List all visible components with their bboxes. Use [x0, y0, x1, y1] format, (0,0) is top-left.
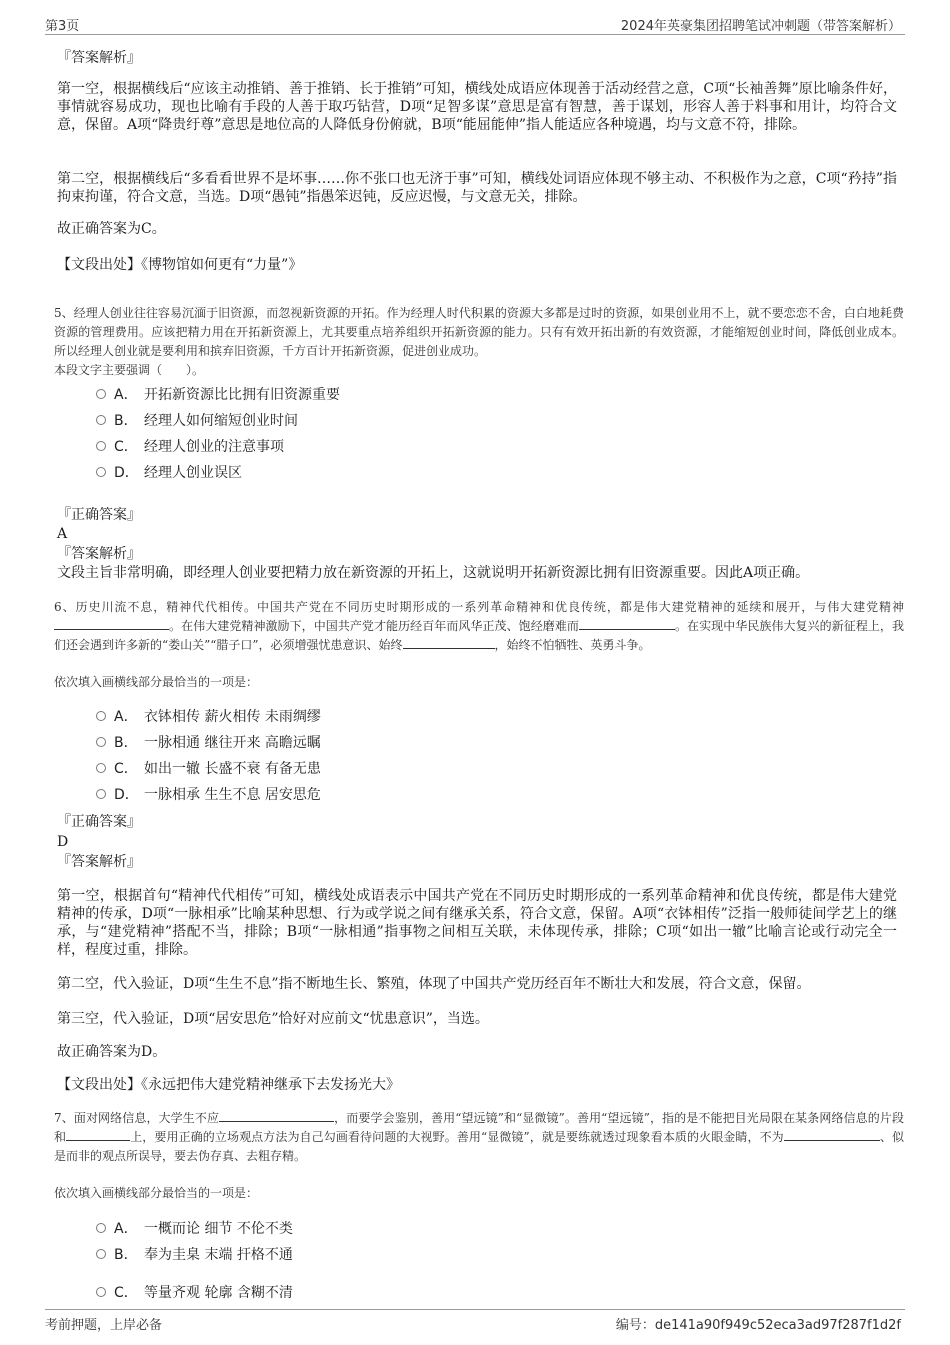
correct-answer: D	[57, 834, 69, 850]
analysis-label: 『答案解析』	[57, 50, 141, 66]
analysis-paragraph-1: 第一空，根据首句“精神代代相传”可知，横线处成语表示中国共产党在不同历史时期形成的一系列革命精神和优良传统，都是伟大建党精神的传承，D项“一脉相承”比喻某种思想、行为或学说之间有继承关系，符合文意，保留。A项“衣钵相传”泛指一般师徒间学艺上的继承，与“建党精神”搭配不当，排除；B项“一脉相通”指事物之间相互关联，未体现传承，排除；C项“如出一辙”比喻言论或行动完全一样，程度过重，排除。	[57, 888, 897, 958]
question-5-text: 5、经理人创业往往容易沉湎于旧资源，而忽视新资源的开拓。作为经理人时代积累的资源大多都是过时的资源，如果创业用不上，就不要恋恋不舍，白白地耗费资源的管理费用。应该把精力用在开拓新资源上，尤其要重点培养组织开拓新资源的能力。只有有效开拓出新的有效资源，才能缩短创业时间，降低创业成本。所以经理人创业就是要利用和摈弃旧资源，千方百计开拓新资源，促进创业成功。 本段文字主要强调（ ）。	[54, 306, 904, 377]
analysis-label: 『答案解析』	[57, 546, 141, 562]
radio-icon[interactable]	[96, 737, 106, 747]
question-7-stem: 依次填入画横线部分最恰当的一项是：	[54, 1186, 259, 1200]
page-footer	[45, 1309, 905, 1333]
analysis-conclusion: 故正确答案为D。	[57, 1044, 167, 1060]
analysis-paragraph: 文段主旨非常明确，即经理人创业要把精力放在新资源的开拓上，这就说明开拓新资源比拥有旧资源重要。因此A项正确。	[57, 565, 810, 581]
footer-slogan: 考前押题，上岸必备	[45, 1318, 163, 1333]
option-b[interactable]: B． 奉为圭臬 末端 扞格不通	[96, 1245, 293, 1265]
option-a[interactable]: A． 开拓新资源比比拥有旧资源重要	[96, 385, 340, 405]
radio-icon[interactable]	[96, 763, 106, 773]
option-c[interactable]: C． 如出一辙 长盛不衰 有备无患	[96, 759, 321, 779]
option-b[interactable]: B． 经理人如何缩短创业时间	[96, 411, 298, 431]
option-d[interactable]: D． 经理人创业误区	[96, 463, 242, 483]
blank-1[interactable]	[54, 617, 169, 630]
analysis-label: 『答案解析』	[57, 854, 141, 870]
radio-icon[interactable]	[96, 415, 106, 425]
question-5-stem: 本段文字主要强调（ ）。	[54, 363, 205, 377]
source-citation: 【文段出处】《博物馆如何更有“力量”》	[57, 257, 303, 273]
option-c[interactable]: C． 经理人创业的注意事项	[96, 437, 284, 457]
option-b[interactable]: B． 一脉相通 继往开来 高瞻远瞩	[96, 733, 321, 753]
option-a[interactable]: A． 一概而论 细节 不伦不类	[96, 1219, 293, 1239]
source-citation: 【文段出处】《永远把伟大建党精神继承下去发扬光大》	[57, 1077, 400, 1093]
correct-answer-label: 『正确答案』	[57, 507, 141, 523]
page-number: 第3页	[45, 19, 80, 34]
radio-icon[interactable]	[96, 789, 106, 799]
analysis-conclusion: 故正确答案为C。	[57, 221, 166, 237]
document-title: 2024年英豪集团招聘笔试冲刺题（带答案解析）	[620, 19, 901, 34]
analysis-paragraph-2: 第二空，根据横线后“多看看世界不是坏事……你不张口也无济于事”可知，横线处词语应体现不够主动、不积极作为之意，C项“矜持”指拘束拘谨，符合文意，当选。D项“愚钝”指愚笨迟钝，反应迟慢，与文意无关，排除。	[57, 171, 897, 205]
analysis-paragraph-2: 第二空，代入验证，D项“生生不息”指不断地生长、繁殖，体现了中国共产党历经百年不断壮大和发展，符合文意，保留。	[57, 976, 811, 992]
radio-icon[interactable]	[96, 441, 106, 451]
blank-1[interactable]	[219, 1109, 334, 1122]
question-6-stem: 依次填入画横线部分最恰当的一项是：	[54, 675, 259, 689]
radio-icon[interactable]	[96, 467, 106, 477]
question-6-text: 6、历史川流不息，精神代代相传。中国共产党在不同历史时期形成的一系列革命精神和优良传统，都是伟大建党精神的延续和展开，与伟大建党精神。在伟大建党精神激励下，中国共产党才能历经百年而风华正茂、饱经磨难而 。在实现中华民族伟大复兴的新征程上，我们还会遇到许多新的“娄山关”“腊子口”，必须增强忧患意识、始终 ，始终不怕牺牲、英勇斗争。	[54, 600, 904, 652]
analysis-paragraph-1: 第一空，根据横线后“应该主动推销、善于推销、长于推销”可知，横线处成语应体现善于活动经营之意，C项“长袖善舞”原比喻条件好，事情就容易成功，现也比喻有手段的人善于取巧钻营，D项“足智多谋”意思是富有智慧，善于谋划，形容人善于料事和用计，均符合文意，保留。A项“降贵纡尊”意思是地位高的人降低身份俯就，B项“能屈能伸”指人能适应各种境遇，均与文意不符，排除。	[57, 81, 897, 133]
radio-icon[interactable]	[96, 1249, 106, 1259]
blank-2[interactable]	[66, 1128, 130, 1141]
radio-icon[interactable]	[96, 389, 106, 399]
blank-3[interactable]	[403, 636, 495, 649]
radio-icon[interactable]	[96, 1223, 106, 1233]
analysis-paragraph-3: 第三空，代入验证，D项“居安思危”恰好对应前文“忧患意识”，当选。	[57, 1011, 489, 1027]
document-code: 编号：de141a90f949c52eca3ad97f287f1d2f	[615, 1318, 901, 1333]
correct-answer: A	[57, 526, 68, 542]
page-header	[45, 14, 905, 35]
radio-icon[interactable]	[96, 1287, 106, 1297]
blank-2[interactable]	[579, 617, 675, 630]
option-d[interactable]: D． 一脉相承 生生不息 居安思危	[96, 785, 321, 805]
blank-3[interactable]	[784, 1128, 880, 1141]
question-7-text: 7、面对网络信息，大学生不应 ，而要学会鉴别，善用“望远镜”和“显微镜”。善用“望远镜”，指的是不能把目光局限在某条网络信息的片段和 上，要用正确的立场观点方法为自己勾画看待问题的大视野。善用“显微镜”，就是要练就透过现象看本质的火眼金睛，不为 、似是而非的观点所误导，要去伪存真、去粗存精。	[54, 1111, 904, 1163]
option-c[interactable]: C． 等量齐观 轮廓 含糊不清	[96, 1283, 293, 1303]
correct-answer-label: 『正确答案』	[57, 814, 141, 830]
radio-icon[interactable]	[96, 711, 106, 721]
option-a[interactable]: A． 衣钵相传 薪火相传 未雨绸缪	[96, 707, 321, 727]
